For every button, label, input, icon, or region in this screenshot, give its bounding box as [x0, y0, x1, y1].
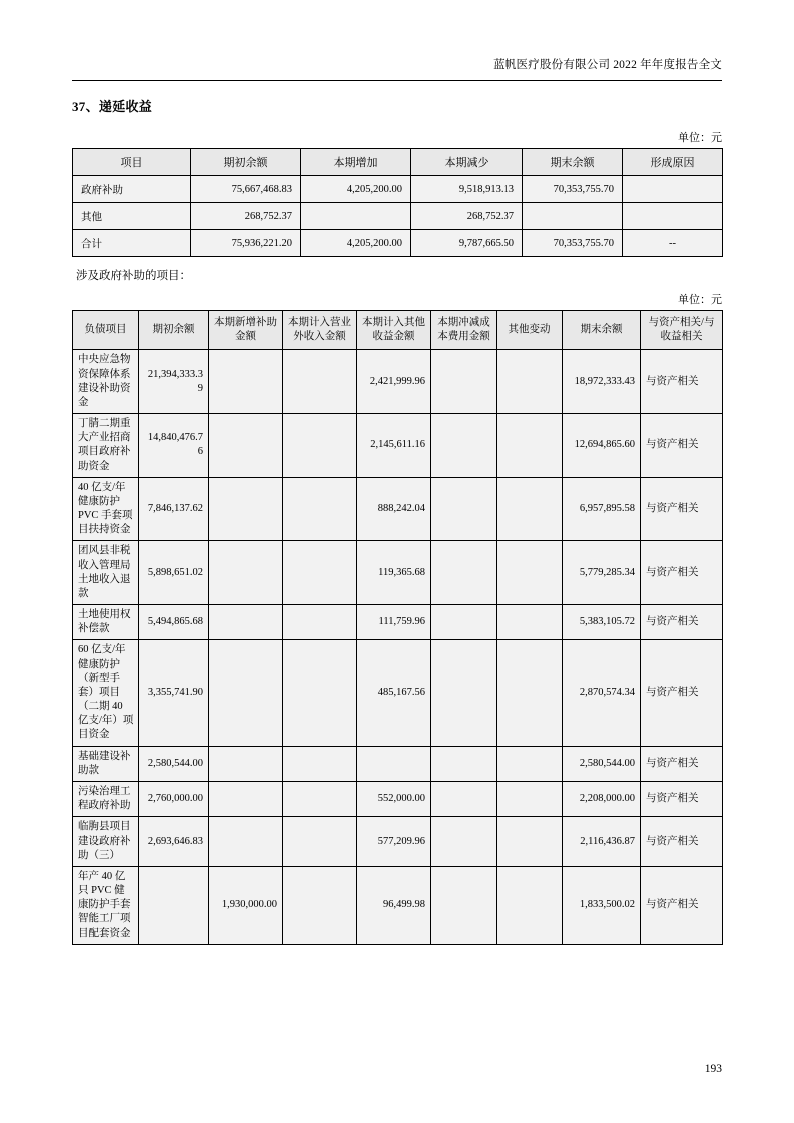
cell-new — [209, 640, 283, 746]
cell-other-change — [497, 350, 563, 414]
cell-new — [209, 414, 283, 478]
cell-begin: 5,494,865.68 — [139, 605, 209, 640]
cell-other-change — [497, 640, 563, 746]
table-row — [73, 203, 723, 230]
col-item: 项目 — [73, 149, 191, 176]
cell-relation: 与资产相关 — [641, 477, 723, 541]
cell-begin: 14,840,476.76 — [139, 414, 209, 478]
table-row — [73, 781, 723, 816]
cell-decrease: 268,752.37 — [411, 203, 523, 230]
cell-increase: 4,205,200.00 — [301, 176, 411, 203]
cell-end: 70,353,755.70 — [523, 230, 623, 257]
cell-other-change — [497, 414, 563, 478]
cell-begin: 5,898,651.02 — [139, 541, 209, 605]
cell-relation: 与资产相关 — [641, 350, 723, 414]
col-end-balance: 期末余额 — [563, 311, 641, 350]
table-row — [73, 176, 723, 203]
cell-decrease: 9,787,665.50 — [411, 230, 523, 257]
cell-nonop — [283, 640, 357, 746]
cell-other-change — [497, 817, 563, 867]
cell-relation: 与资产相关 — [641, 817, 723, 867]
col-liability-item: 负债项目 — [73, 311, 139, 350]
cell-increase: 4,205,200.00 — [301, 230, 411, 257]
cell-item: 基础建设补助款 — [73, 746, 139, 781]
cell-cost-offset — [431, 605, 497, 640]
table-row — [73, 817, 723, 867]
page-header: 蓝帆医疗股份有限公司 2022 年年度报告全文 — [493, 59, 722, 71]
cell-cost-offset — [431, 781, 497, 816]
cell-cost-offset — [431, 350, 497, 414]
cell-item: 政府补助 — [73, 176, 191, 203]
cell-new — [209, 477, 283, 541]
cell-cost-offset — [431, 640, 497, 746]
cell-item: 临朐县项目建设政府补助（三） — [73, 817, 139, 867]
cell-begin: 2,760,000.00 — [139, 781, 209, 816]
cell-nonop — [283, 414, 357, 478]
section-title: 37、递延收益 — [72, 99, 153, 114]
col-increase: 本期增加 — [301, 149, 411, 176]
cell-reason: -- — [623, 230, 723, 257]
cell-other-change — [497, 605, 563, 640]
unit-label-2: 单位：元 — [678, 294, 722, 306]
cell-begin: 2,580,544.00 — [139, 746, 209, 781]
cell-other-change — [497, 781, 563, 816]
cell-other-income: 2,421,999.96 — [357, 350, 431, 414]
cell-increase — [301, 203, 411, 230]
cell-begin: 2,693,646.83 — [139, 817, 209, 867]
cell-other-income — [357, 746, 431, 781]
cell-other-income: 2,145,611.16 — [357, 414, 431, 478]
cell-item: 其他 — [73, 203, 191, 230]
cell-relation: 与资产相关 — [641, 640, 723, 746]
cell-end: 12,694,865.60 — [563, 414, 641, 478]
cell-other-change — [497, 477, 563, 541]
col-decrease: 本期减少 — [411, 149, 523, 176]
cell-item: 合计 — [73, 230, 191, 257]
cell-cost-offset — [431, 746, 497, 781]
cell-new — [209, 605, 283, 640]
cell-end: 6,957,895.58 — [563, 477, 641, 541]
cell-cost-offset — [431, 541, 497, 605]
cell-new — [209, 746, 283, 781]
cell-item: 丁腈二期重大产业招商项目政府补助资金 — [73, 414, 139, 478]
col-reason: 形成原因 — [623, 149, 723, 176]
table-row — [73, 866, 723, 944]
cell-relation: 与资产相关 — [641, 866, 723, 944]
cell-nonop — [283, 477, 357, 541]
col-begin-balance: 期初余额 — [191, 149, 301, 176]
cell-decrease: 9,518,913.13 — [411, 176, 523, 203]
cell-new: 1,930,000.00 — [209, 866, 283, 944]
cell-relation: 与资产相关 — [641, 541, 723, 605]
cell-relation: 与资产相关 — [641, 414, 723, 478]
table-body — [73, 350, 723, 944]
header-divider — [72, 80, 722, 81]
cell-cost-offset — [431, 477, 497, 541]
col-new-grant: 本期新增补助金额 — [209, 311, 283, 350]
cell-new — [209, 350, 283, 414]
cell-end — [523, 203, 623, 230]
table-row — [73, 640, 723, 746]
page-number: 193 — [704, 1063, 722, 1075]
col-relation: 与资产相关/与收益相关 — [641, 311, 723, 350]
table-row — [73, 414, 723, 478]
unit-label-1: 单位：元 — [678, 132, 722, 144]
cell-begin: 75,667,468.83 — [191, 176, 301, 203]
cell-end: 5,779,285.34 — [563, 541, 641, 605]
cell-relation: 与资产相关 — [641, 746, 723, 781]
table-row — [73, 350, 723, 414]
cell-other-change — [497, 541, 563, 605]
cell-other-change — [497, 866, 563, 944]
cell-end: 2,208,000.00 — [563, 781, 641, 816]
col-other-income: 本期计入其他收益金额 — [357, 311, 431, 350]
col-begin-balance: 期初余额 — [139, 311, 209, 350]
cell-nonop — [283, 746, 357, 781]
cell-begin: 268,752.37 — [191, 203, 301, 230]
government-grant-note: 涉及政府补助的项目： — [76, 270, 191, 282]
page-content — [72, 96, 722, 945]
cell-item: 60 亿支/年健康防护（新型手套）项目（二期 40 亿支/年）项目资金 — [73, 640, 139, 746]
cell-item: 土地使用权补偿款 — [73, 605, 139, 640]
cell-other-income: 111,759.96 — [357, 605, 431, 640]
table-header-row — [73, 149, 723, 176]
cell-other-income: 485,167.56 — [357, 640, 431, 746]
table-row — [73, 605, 723, 640]
cell-new — [209, 817, 283, 867]
table-row — [73, 230, 723, 257]
cell-item: 团风县非税收入管理局土地收入退款 — [73, 541, 139, 605]
cell-other-income: 888,242.04 — [357, 477, 431, 541]
cell-begin: 21,394,333.39 — [139, 350, 209, 414]
cell-cost-offset — [431, 817, 497, 867]
cell-nonop — [283, 866, 357, 944]
cell-end: 1,833,500.02 — [563, 866, 641, 944]
cell-end: 2,870,574.34 — [563, 640, 641, 746]
cell-cost-offset — [431, 414, 497, 478]
cell-begin: 75,936,221.20 — [191, 230, 301, 257]
cell-begin: 3,355,741.90 — [139, 640, 209, 746]
cell-nonop — [283, 781, 357, 816]
cell-begin: 7,846,137.62 — [139, 477, 209, 541]
cell-end: 2,116,436.87 — [563, 817, 641, 867]
cell-item: 中央应急物资保障体系建设补助资金 — [73, 350, 139, 414]
cell-nonop — [283, 541, 357, 605]
cell-item: 40 亿支/年健康防护 PVC 手套项目扶持资金 — [73, 477, 139, 541]
cell-cost-offset — [431, 866, 497, 944]
col-end-balance: 期末余额 — [523, 149, 623, 176]
cell-begin — [139, 866, 209, 944]
col-cost-offset: 本期冲减成本费用金额 — [431, 311, 497, 350]
cell-end: 18,972,333.43 — [563, 350, 641, 414]
cell-item: 污染治理工程政府补助 — [73, 781, 139, 816]
government-grant-detail-table — [72, 310, 723, 945]
cell-nonop — [283, 605, 357, 640]
cell-nonop — [283, 350, 357, 414]
cell-new — [209, 781, 283, 816]
cell-other-income: 577,209.96 — [357, 817, 431, 867]
table-row — [73, 541, 723, 605]
cell-item: 年产 40 亿只 PVC 健康防护手套智能工厂项目配套资金 — [73, 866, 139, 944]
cell-reason — [623, 176, 723, 203]
cell-new — [209, 541, 283, 605]
cell-nonop — [283, 817, 357, 867]
cell-other-income: 552,000.00 — [357, 781, 431, 816]
cell-other-change — [497, 746, 563, 781]
table-row — [73, 477, 723, 541]
cell-reason — [623, 203, 723, 230]
cell-other-income: 119,365.68 — [357, 541, 431, 605]
cell-end: 5,383,105.72 — [563, 605, 641, 640]
deferred-income-summary-table — [72, 148, 723, 257]
cell-end: 70,353,755.70 — [523, 176, 623, 203]
cell-other-income: 96,499.98 — [357, 866, 431, 944]
table-header-row — [73, 311, 723, 350]
col-nonoperating-income: 本期计入营业外收入金额 — [283, 311, 357, 350]
cell-relation: 与资产相关 — [641, 781, 723, 816]
cell-relation: 与资产相关 — [641, 605, 723, 640]
cell-end: 2,580,544.00 — [563, 746, 641, 781]
table-row — [73, 746, 723, 781]
col-other-change: 其他变动 — [497, 311, 563, 350]
